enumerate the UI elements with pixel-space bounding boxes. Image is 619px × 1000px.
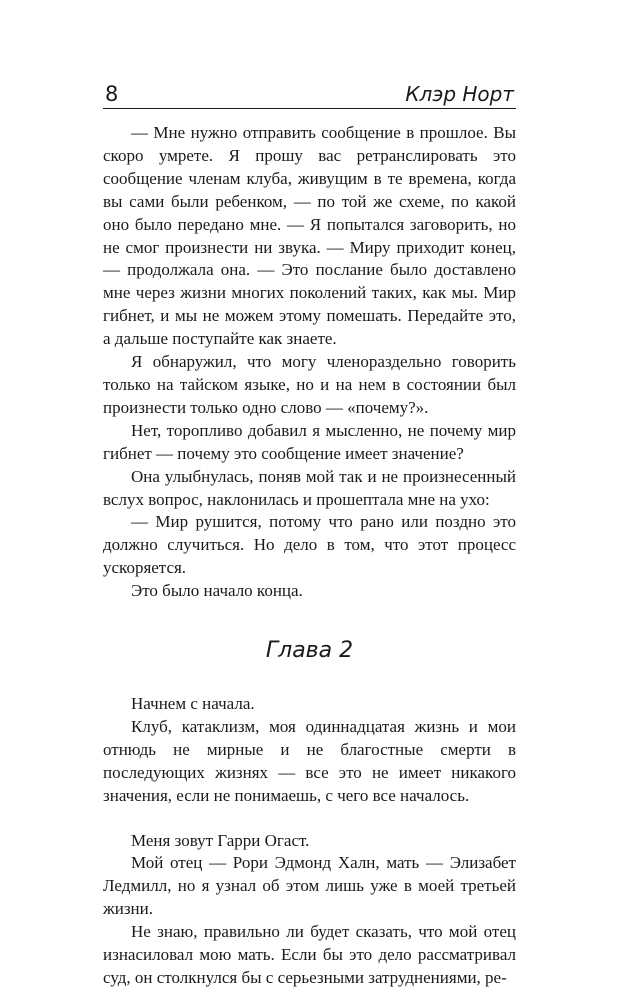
paragraph: Я обнаружил, что могу членораздельно говорить только на тайском языке, но и на нем в состоянии был произнести только одно слово — «почему?».	[103, 352, 516, 417]
paragraph: — Мне нужно отправить сообщение в прошлое. Вы скоро умрете. Я прошу вас ретранслировать это сообщение членам клуба, живущим в те времена, когда вы сами были ребенком, — по той же схеме, по какой оно было передано мне. — Я попытался заговорить, но не смог произнести ни звука. — Миру приходит конец, — продолжала она. — Это послание было доставлено мне через жизни многих поколений таких, как мы. Мир гибнет, и мы не можем этому помешать. Передайте это, а дальше поступайте как знаете.	[103, 123, 516, 349]
chapter-title: Глава 2	[265, 638, 354, 664]
page-number: 8	[105, 82, 119, 106]
paragraph: Клуб, катаклизм, моя одиннадцатая жизнь и мои отнюдь не мирные и не благостные смерти в последующих жизнях — все это не имеет никакого значения, если не понимаешь, с чего все началось.	[103, 716, 516, 805]
section-break	[103, 808, 516, 830]
paragraph: Это было начало конца.	[131, 581, 303, 601]
paragraph: Она улыбнулась, поняв мой так и не произнесенный вслух вопрос, наклонилась и прошептала мне на ухо:	[103, 466, 516, 509]
paragraph: Нет, торопливо добавил я мысленно, не почему мир гибнет — почему это сообщение имеет значение?	[103, 420, 516, 463]
running-title-author: Клэр Норт	[405, 82, 514, 106]
header-rule	[103, 108, 516, 109]
page-body	[103, 122, 516, 990]
paragraph: — Мир рушится, потому что рано или поздно это должно случиться. Но дело в том, что этот процесс ускоряется.	[103, 512, 516, 578]
paragraph: Начнем с начала.	[131, 694, 255, 714]
paragraph: Не знаю, правильно ли будет сказать, что мой отец изнасиловал мою мать. Если бы это дело рассматривал суд, он столкнулся бы с серьезными затруднениями, ре-	[103, 922, 516, 987]
paragraph: Мой отец — Рори Эдмонд Халн, мать — Элизабет Ледмилл, но я узнал об этом лишь уже в моей третьей жизни.	[103, 853, 516, 919]
paragraph: Меня зовут Гарри Огаст.	[131, 830, 310, 850]
page-header	[103, 82, 516, 108]
